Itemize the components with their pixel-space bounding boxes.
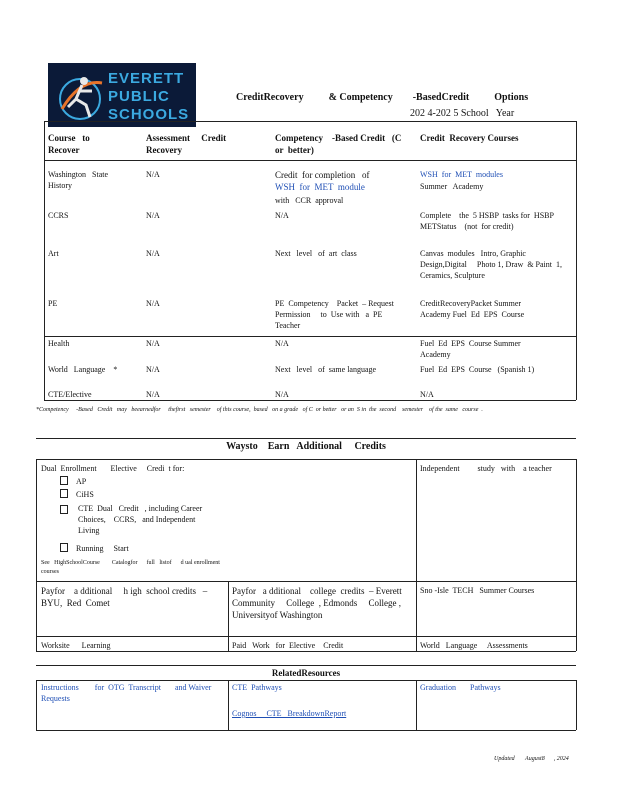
updated-date: Updated August8 , 2024 [494,756,569,762]
header-competency: Competency -Based Credit (C or better) [275,133,406,155]
row-wsh-approval: with CCR approval [275,196,344,205]
row-cte-recovery: N/A [420,390,434,399]
school-year: 202 4-202 5 School Year [410,108,515,119]
row-ccrs-recovery: Complete the 5 HSBP tasks for HSBP METStatus (not for credit) [420,211,558,231]
row-wsh-course: Washington State History [48,170,111,190]
dual-item-cihs: CiHS [60,489,94,500]
everett-public-schools-logo [48,63,196,127]
header-recovery: Credit Recovery Courses [420,133,519,143]
payfor-high-school: Payfor a dditional h igh school credits – BYU, Red Comet [41,586,210,608]
row-wsh-recovery: Summer Academy [420,182,484,191]
row-cte-competency: N/A [275,390,289,399]
dual-item-ap: AP [60,476,86,487]
row-pe-recovery: CreditRecoveryPacket Summer Academy Fuel Ed EPS Course [420,299,527,319]
row-cte-course: CTE/Elective [48,390,92,399]
world-language-assessments: World Language Assessments [420,641,528,650]
checkbox-icon [60,489,68,498]
otg-transcript-link[interactable]: Instructions for OTG Transcript and Waiver Requests [41,683,218,703]
logo-word-1: EVERETT [108,70,185,87]
row-health-competency: N/A [275,339,289,348]
row-pe-competency: PE Competency Packet – Request Permission to Use with a PE Teacher [275,299,400,330]
row-wsh-assessment: N/A [146,170,160,179]
row-ccrs-competency: N/A [275,211,289,220]
independent-study: Independent study with a teacher [420,464,552,473]
header-assessment: Assessment Credit Recovery [146,133,229,155]
row-ccrs-course: CCRS [48,211,69,220]
cognos-cte-link[interactable]: Cognos CTE BreakdownReport [232,709,347,718]
row-wl-competency: Next level of same language [275,365,377,374]
sno-isle-tech: Sno -Isle TECH Summer Courses [420,586,535,595]
payfor-college: Payfor a dditional college credits – Everett Community College , Edmonds College , Universityof Washington [232,586,409,620]
dual-enrollment-heading: Dual Enrollment Elective Credi t for: [41,464,185,473]
row-health-recovery: Fuel Ed EPS Course Summer Academy [420,339,527,359]
catalog-note: See HighSchoolCourse Catalogfor full listof d ual enrollment courses [41,560,229,575]
header-course: Course to Recover [48,133,92,155]
checkbox-icon [60,543,68,552]
dual-item-cte: CTE Dual Credit , including Career Choices, CCRS, and Independent Living [60,503,210,536]
row-art-competency: Next level of art class [275,249,357,258]
athlete-emblem-icon [54,69,106,123]
row-ccrs-assessment: N/A [146,211,160,220]
row-cte-assessment: N/A [146,390,160,399]
row-art-course: Art [48,249,59,258]
logo-word-3: SCHOOLS [108,106,190,123]
table2-title: Waysto Earn Additional Credits [226,441,386,452]
row-wl-recovery: Fuel Ed EPS Course (Spanish 1) [420,365,535,374]
row-wsh-competency: Credit for completion of [275,170,370,180]
row-wl-course: World Language * [48,365,118,374]
row-health-course: Health [48,339,70,348]
wsh-met-module-link[interactable]: WSH for MET module [275,182,365,192]
row-health-assessment: N/A [146,339,160,348]
checkbox-icon [60,505,68,514]
logo-word-2: PUBLIC [108,88,170,105]
worksite-learning: Worksite Learning [41,641,111,650]
page-title: CreditRecovery & Competency -BasedCredit Options [236,92,529,103]
table3-title: RelatedResources [271,668,341,678]
row-pe-course: PE [48,299,58,308]
wsh-met-modules-link[interactable]: WSH for MET modules [420,170,503,179]
row-art-recovery: Canvas modules Intro, Graphic Design,Digital Photo 1, Draw & Paint 1, Ceramics, Sculpture [420,249,564,280]
paid-work: Paid Work for Elective Credit [232,641,344,650]
cte-pathways-link[interactable]: CTE Pathways [232,683,282,692]
dual-item-running-start: Running Start [60,543,129,554]
row-art-assessment: N/A [146,249,160,258]
row-pe-assessment: N/A [146,299,160,308]
graduation-pathways-link[interactable]: Graduation Pathways [420,683,501,692]
row-wl-assessment: N/A [146,365,160,374]
checkbox-icon [60,476,68,485]
footnote: *Competency -Based Credit may beearnedfor thefirst semester of this course, based on a grade of C or better or an S in the second semester of the same course . [36,407,483,413]
